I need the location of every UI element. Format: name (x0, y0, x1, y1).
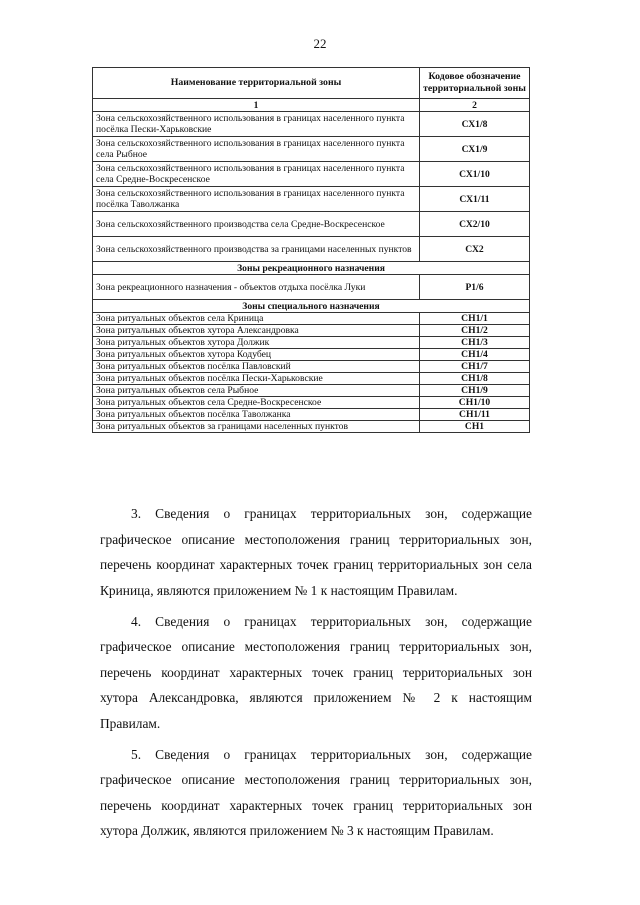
zone-code-cell: СН1/11 (420, 409, 530, 421)
table-row (93, 385, 530, 397)
table-row (93, 112, 530, 137)
table-header-row (93, 68, 530, 99)
zone-code-cell: Р1/6 (420, 275, 530, 300)
table-row (93, 237, 530, 262)
column-number-2: 2 (420, 99, 530, 112)
zone-code-cell: СХ1/10 (420, 162, 530, 187)
column-numbering-row (93, 99, 530, 112)
column-number-1: 1 (93, 99, 420, 112)
zone-name-cell: Зона ритуальных объектов хутора Должик (93, 337, 420, 349)
section-row-special (93, 300, 530, 313)
zone-code-cell: СН1/4 (420, 349, 530, 361)
table-row (93, 409, 530, 421)
zone-name-cell: Зона ритуальных объектов села Рыбное (93, 385, 420, 397)
zone-name-cell: Зона ритуальных объектов за границами населенных пунктов (93, 421, 420, 433)
zone-name-cell: Зона сельскохозяйственного производства за границами населенных пунктов (93, 237, 420, 262)
zone-code-cell: СХ1/8 (420, 112, 530, 137)
zone-code-cell: СН1/7 (420, 361, 530, 373)
zone-name-cell: Зона сельскохозяйственного использования в границах населенного пункта посёлка Пески-Харьковские (93, 112, 420, 137)
zone-name-cell: Зона ритуальных объектов посёлка Таволжанка (93, 409, 420, 421)
page-number: 22 (313, 36, 327, 51)
section-title-special: Зоны специального назначения (93, 300, 530, 313)
zone-code-cell: СХ2 (420, 237, 530, 262)
zone-code-cell: СН1/1 (420, 313, 530, 325)
table-row (93, 349, 530, 361)
table-row (93, 373, 530, 385)
header-zone-code: Кодовое обозначение территориальной зоны (420, 68, 530, 99)
zone-name-cell: Зона ритуальных объектов хутора Кодубец (93, 349, 420, 361)
table-row (93, 337, 530, 349)
zone-code-cell: СХ1/9 (420, 137, 530, 162)
zone-name-cell: Зона ритуальных объектов посёлка Павловский (93, 361, 420, 373)
table-row (93, 275, 530, 300)
zone-name-cell: Зона ритуальных объектов хутора Александровка (93, 325, 420, 337)
table-row (93, 325, 530, 337)
zone-name-cell: Зона ритуальных объектов посёлка Пески-Харьковские (93, 373, 420, 385)
table-row (93, 137, 530, 162)
zone-code-cell: СН1/10 (420, 397, 530, 409)
zone-code-cell: СН1 (420, 421, 530, 433)
zone-code-cell: СН1/9 (420, 385, 530, 397)
body-text (100, 501, 532, 849)
zone-name-cell: Зона сельскохозяйственного производства села Средне-Воскресенское (93, 212, 420, 237)
header-zone-name: Наименование территориальной зоны (93, 68, 420, 99)
table-row (93, 361, 530, 373)
zone-code-cell: СХ2/10 (420, 212, 530, 237)
zone-code-cell: СН1/2 (420, 325, 530, 337)
paragraph-5: 5. Сведения о границах территориальных зон, содержащие графическое описание местоположения границ территориальных зон, перечень координат характерных точек границ территориальных зон хутора Должик, являются приложением № 3 к настоящим Правилам. (100, 746, 532, 838)
section-row-recreation (93, 262, 530, 275)
zone-name-cell: Зона сельскохозяйственного использования в границах населенного пункта посёлка Таволжанка (93, 187, 420, 212)
paragraph-4: 4. Сведения о границах территориальных зон, содержащие графическое описание местоположения границ территориальных зон, перечень координат характерных точек границ территориальных зон хутора Александровка, являются приложением № 2 к настоящим Правилам. (100, 613, 532, 731)
zone-code-cell: СХ1/11 (420, 187, 530, 212)
zone-name-cell: Зона ритуальных объектов села Средне-Воскресенское (93, 397, 420, 409)
table-row (93, 421, 530, 433)
zone-name-cell: Зона ритуальных объектов села Криница (93, 313, 420, 325)
zone-name-cell: Зона рекреационного назначения - объектов отдыха посёлка Луки (93, 275, 420, 300)
zone-code-cell: СН1/8 (420, 373, 530, 385)
table-row (93, 162, 530, 187)
zones-table (92, 67, 530, 433)
table-row (93, 212, 530, 237)
zone-code-cell: СН1/3 (420, 337, 530, 349)
table-row (93, 187, 530, 212)
zone-name-cell: Зона сельскохозяйственного использования в границах населенного пункта села Рыбное (93, 137, 420, 162)
table-row (93, 397, 530, 409)
table-row (93, 313, 530, 325)
zone-name-cell: Зона сельскохозяйственного использования в границах населенного пункта села Средне-Воскресенское (93, 162, 420, 187)
section-title-recreation: Зоны рекреационного назначения (93, 262, 530, 275)
paragraph-3: 3. Сведения о границах территориальных зон, содержащие графическое описание местоположения границ территориальных зон, перечень координат характерных точек границ территориальных зон села Криница, являются приложением № 1 к настоящим Правилам. (100, 506, 532, 598)
